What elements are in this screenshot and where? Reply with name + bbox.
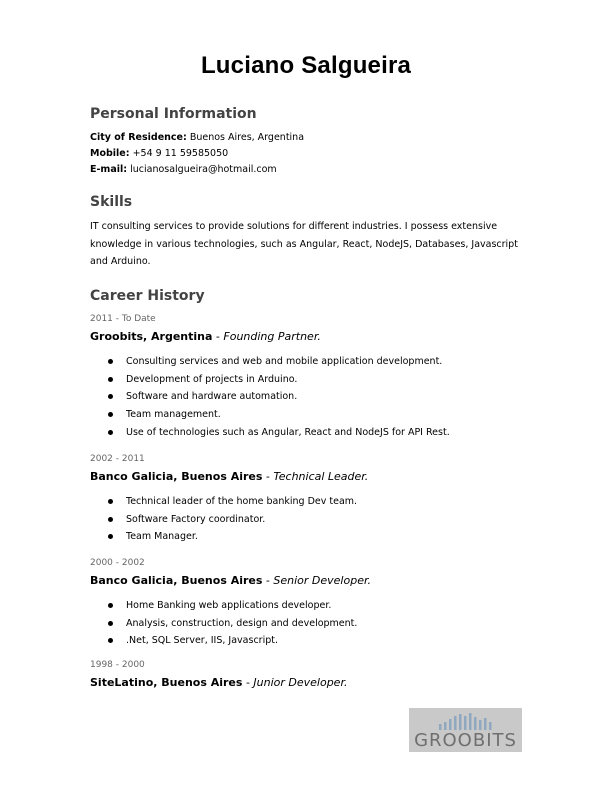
city-value: Buenos Aires, Argentina	[189, 132, 305, 143]
job-title: SiteLatino, Buenos Aires - Junior Developer.	[90, 676, 348, 689]
list-item: Use of technologies such as Angular, React and NodeJS for API Rest.	[108, 427, 450, 445]
bullet-icon	[108, 377, 113, 382]
bullet-icon	[108, 638, 113, 643]
email-line	[90, 164, 277, 175]
list-item: .Net, SQL Server, IIS, Javascript.	[108, 635, 357, 653]
list-item: Technical leader of the home banking Dev team.	[108, 496, 357, 514]
job-bullets	[108, 600, 357, 653]
list-item: Team Manager.	[108, 531, 357, 549]
job-company: Banco Galicia, Buenos Aires	[90, 470, 263, 483]
mobile-value: +54 9 11 59585050	[132, 148, 229, 159]
list-item: Development of projects in Arduino.	[108, 374, 450, 392]
job-role: Senior Developer.	[273, 574, 371, 587]
job-title: Banco Galicia, Buenos Aires - Senior Developer.	[90, 574, 371, 587]
bullet-icon	[108, 534, 113, 539]
job-role: Founding Partner.	[223, 330, 321, 343]
personal-info-heading: Personal Information	[90, 106, 257, 122]
job-company: Groobits, Argentina	[90, 330, 213, 343]
bullet-icon	[108, 394, 113, 399]
bullet-icon	[108, 412, 113, 417]
candidate-name: Luciano Salgueira	[200, 52, 412, 79]
career-heading: Career History	[90, 288, 205, 304]
bullet-icon	[108, 517, 113, 522]
job-company: Banco Galicia, Buenos Aires	[90, 574, 263, 587]
job-bullets	[108, 356, 450, 444]
list-item: Software Factory coordinator.	[108, 514, 357, 532]
logo-bars-icon	[409, 708, 522, 732]
bullet-icon	[108, 359, 113, 364]
mobile-label: Mobile:	[90, 148, 130, 159]
job-dates: 1998 - 2000	[90, 660, 145, 670]
skills-heading: Skills	[90, 194, 133, 210]
bullet-icon	[108, 430, 113, 435]
job-company: SiteLatino, Buenos Aires	[90, 676, 243, 689]
job-role: Technical Leader.	[273, 470, 369, 483]
job-dates: 2002 - 2011	[90, 454, 145, 464]
job-bullets	[108, 496, 357, 549]
groobits-logo	[409, 708, 522, 752]
job-dates: 2011 - To Date	[90, 314, 156, 324]
mobile-line	[90, 148, 228, 159]
skills-text: IT consulting services to provide solutions for different industries. I possess extensive knowledge in various technologies, such as Angular, React, NodeJS, Databases, Javascript and Arduino.	[90, 221, 518, 267]
job-title: Groobits, Argentina - Founding Partner.	[90, 330, 321, 343]
job-dates: 2000 - 2002	[90, 558, 145, 568]
list-item: Home Banking web applications developer.	[108, 600, 357, 618]
logo-text: GROOBITS	[414, 730, 517, 751]
job-role: Junior Developer.	[253, 676, 348, 689]
list-item: Team management.	[108, 409, 450, 427]
city-label: City of Residence:	[90, 132, 187, 143]
bullet-icon	[108, 621, 113, 626]
email-label: E-mail:	[90, 164, 128, 175]
list-item: Software and hardware automation.	[108, 391, 450, 409]
city-line	[90, 132, 304, 143]
list-item: Consulting services and web and mobile application development.	[108, 356, 450, 374]
list-item: Analysis, construction, design and development.	[108, 618, 357, 636]
bullet-icon	[108, 603, 113, 608]
job-title: Banco Galicia, Buenos Aires - Technical Leader.	[90, 470, 369, 483]
bullet-icon	[108, 499, 113, 504]
email-value[interactable]: lucianosalgueira@hotmail.com	[130, 164, 277, 175]
